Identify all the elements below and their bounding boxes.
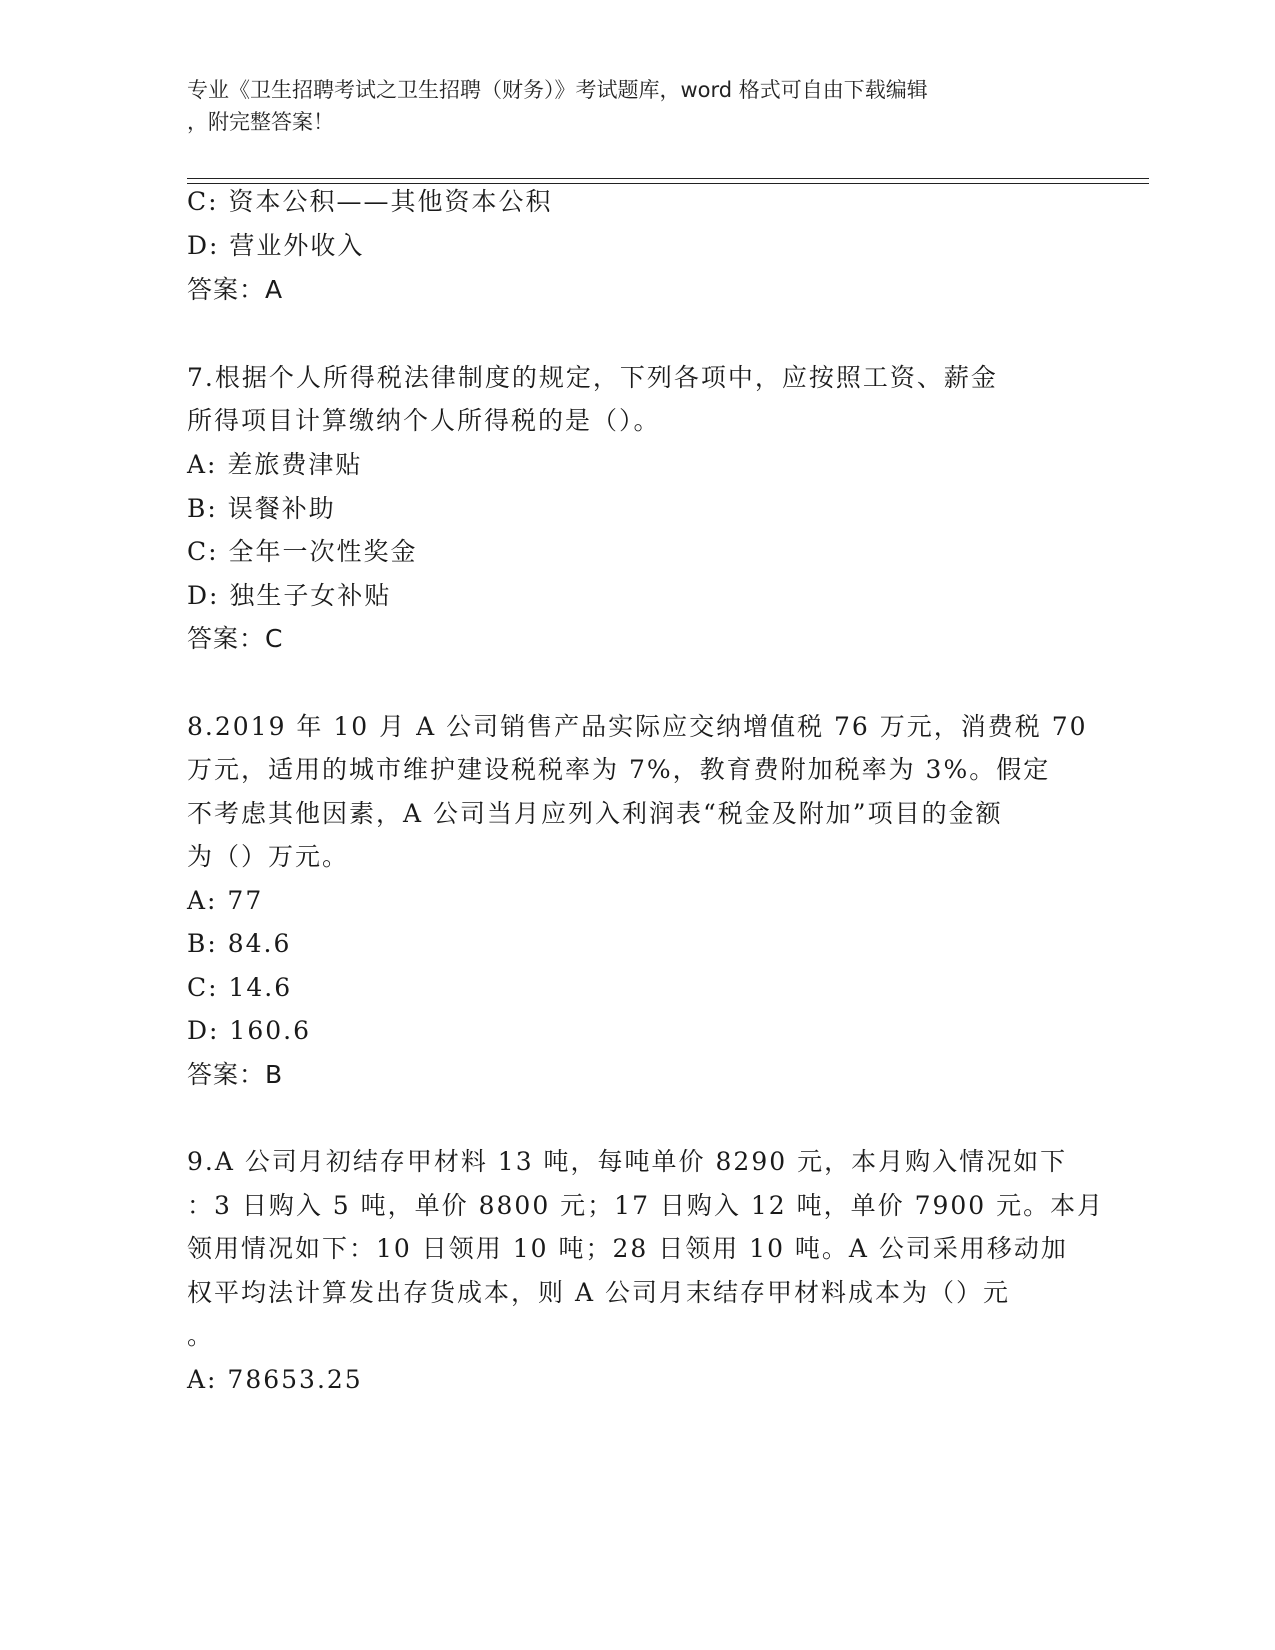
- q9-option-a: A: 78653.25: [187, 1365, 363, 1394]
- q8-option-c: C: 14.6: [187, 973, 293, 1002]
- q7-option-b: B: 误餐补助: [187, 494, 336, 523]
- q7-option-a: A: 差旅费津贴: [187, 450, 363, 479]
- q8-stem-line-1: 8.2019 年 10 月 A 公司销售产品实际应交纳增值税 76 万元，消费税 70: [187, 712, 1088, 741]
- q9-stem-line-4: 权平均法计算发出存货成本，则 A 公司月末结存甲材料成本为（）元: [187, 1278, 1010, 1307]
- q7-option-c: C: 全年一次性奖金: [187, 537, 418, 566]
- q9-stem-line-2: ：3 日购入 5 吨，单价 8800 元；17 日购入 12 吨，单价 7900 元。本月: [187, 1191, 1105, 1220]
- q6-answer: 答案：A: [187, 275, 284, 304]
- q7-stem-line-2: 所得项目计算缴纳个人所得税的是（）。: [187, 406, 661, 435]
- q8-stem-line-4: 为（）万元。: [187, 842, 350, 871]
- q8-option-d: D: 160.6: [187, 1016, 311, 1045]
- header-line-2: ，附完整答案！: [187, 110, 334, 134]
- q7-answer: 答案：C: [187, 624, 284, 653]
- q9-stem-line-1: 9.A 公司月初结存甲材料 13 吨，每吨单价 8290 元，本月购入情况如下: [187, 1147, 1068, 1176]
- q8-option-b: B: 84.6: [187, 929, 292, 958]
- document-header: [187, 74, 1067, 138]
- q6-option-c: C: 资本公积——其他资本公积: [187, 187, 553, 216]
- q8-stem-line-2: 万元，适用的城市维护建设税税率为 7%，教育费附加税率为 3%。假定: [187, 755, 1051, 784]
- q9-stem-line-3: 领用情况如下：10 日领用 10 吨；28 日领用 10 吨。A 公司采用移动加: [187, 1234, 1068, 1263]
- q8-stem-line-3: 不考虑其他因素，A 公司当月应列入利润表“税金及附加”项目的金额: [187, 799, 1003, 828]
- q9-stem-line-5: 。: [187, 1321, 215, 1350]
- q7-option-d: D: 独生子女补贴: [187, 581, 392, 610]
- q8-answer: 答案：B: [187, 1060, 284, 1089]
- q6-option-d: D: 营业外收入: [187, 231, 365, 260]
- q8-option-a: A: 77: [187, 886, 264, 915]
- q7-stem-line-1: 7.根据个人所得税法律制度的规定，下列各项中，应按照工资、薪金: [187, 363, 998, 392]
- header-divider-bottom: [187, 183, 1149, 184]
- header-line-1: 专业《卫生招聘考试之卫生招聘（财务）》考试题库，word 格式可自由下载编辑: [187, 78, 928, 102]
- header-divider-top: [187, 178, 1149, 179]
